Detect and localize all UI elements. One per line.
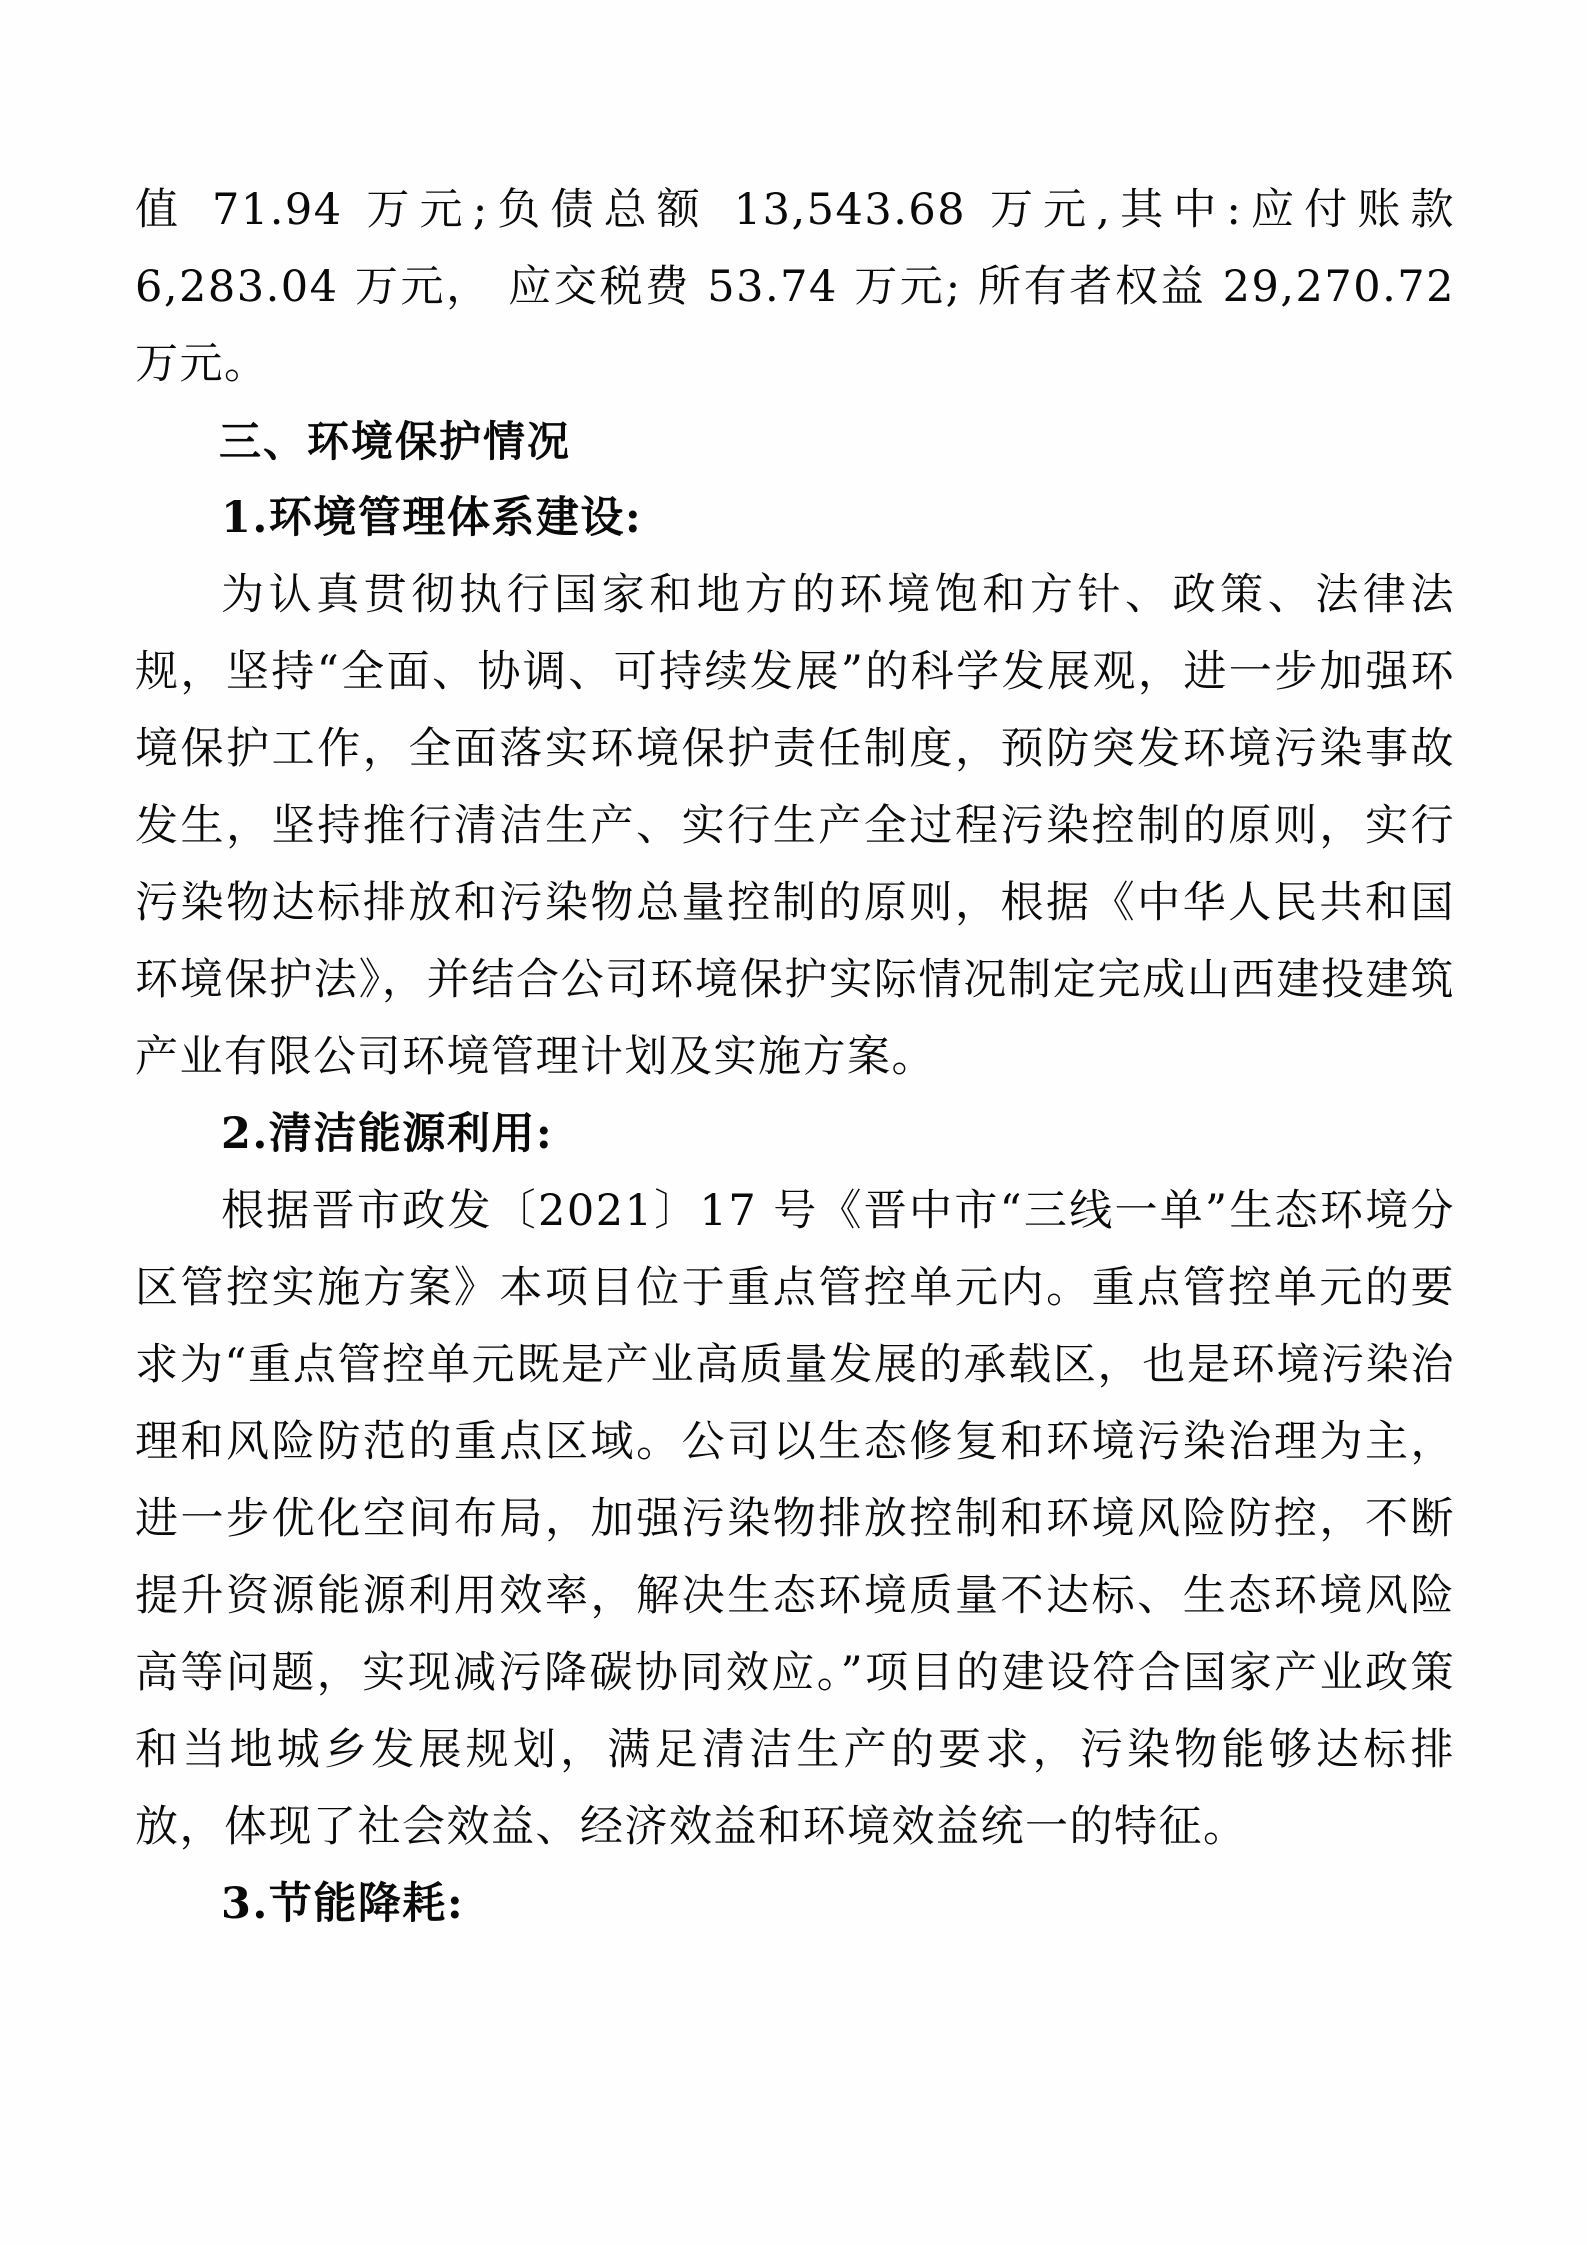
subsection-energy-saving xyxy=(135,1866,1455,1943)
subsection-heading-3: 3.节能降耗: xyxy=(221,1879,465,1929)
subsection-paragraph-2: 根据晋市政发〔2021〕17 号《晋中市“三线一单”生态环境分区管控实施方案》本项目位于重点管控单元内。重点管控单元的要求为“重点管控单元既是产业高质量发展的承载区，也是环境污染治理和风险防范的重点区域。公司以生态修复和环境污染治理为主，进一步优化空间布局，加强污染物排放控制和环境风险防控，不断提升资源能源利用效率，解决生态环境质量不达标、生态环境风险高等问题，实现减污降碳协同效应。”项目的建设符合国家产业政策和当地城乡发展规划，满足清洁生产的要求，污染物能够达标排放，体现了社会效益、经济效益和环境效益统一的特征。 xyxy=(135,1186,1455,1852)
subsection-clean-energy xyxy=(135,1096,1455,1866)
subsection-paragraph-1: 为认真贯彻执行国家和地方的环境饱和方针、政策、法律法规，坚持“全面、协调、可持续发展”的科学发展观，进一步加强环境保护工作，全面落实环境保护责任制度，预防突发环境污染事故发生，坚持推行清洁生产、实行生产全过程污染控制的原则，实行污染物达标排放和污染物总量控制的原则，根据《中华人民共和国环境保护法》，并结合公司环境保护实际情况制定完成山西建投建筑产业有限公司环境管理计划及实施方案。 xyxy=(135,570,1455,1082)
subsection-heading-1: 1.环境管理体系建设: xyxy=(221,493,643,543)
section-heading-environment-protection: 三、环境保护情况 xyxy=(219,418,572,465)
subsection-heading-2: 2.清洁能源利用: xyxy=(221,1109,554,1159)
intro-paragraph: 值 71.94 万元;负债总额 13,543.68 万元,其中:应付账款 6,283.04 万元， 应交税费 53.74 万元; 所有者权益 29,270.72 万元。 xyxy=(135,185,1455,389)
subsection-environment-management xyxy=(135,480,1455,1096)
